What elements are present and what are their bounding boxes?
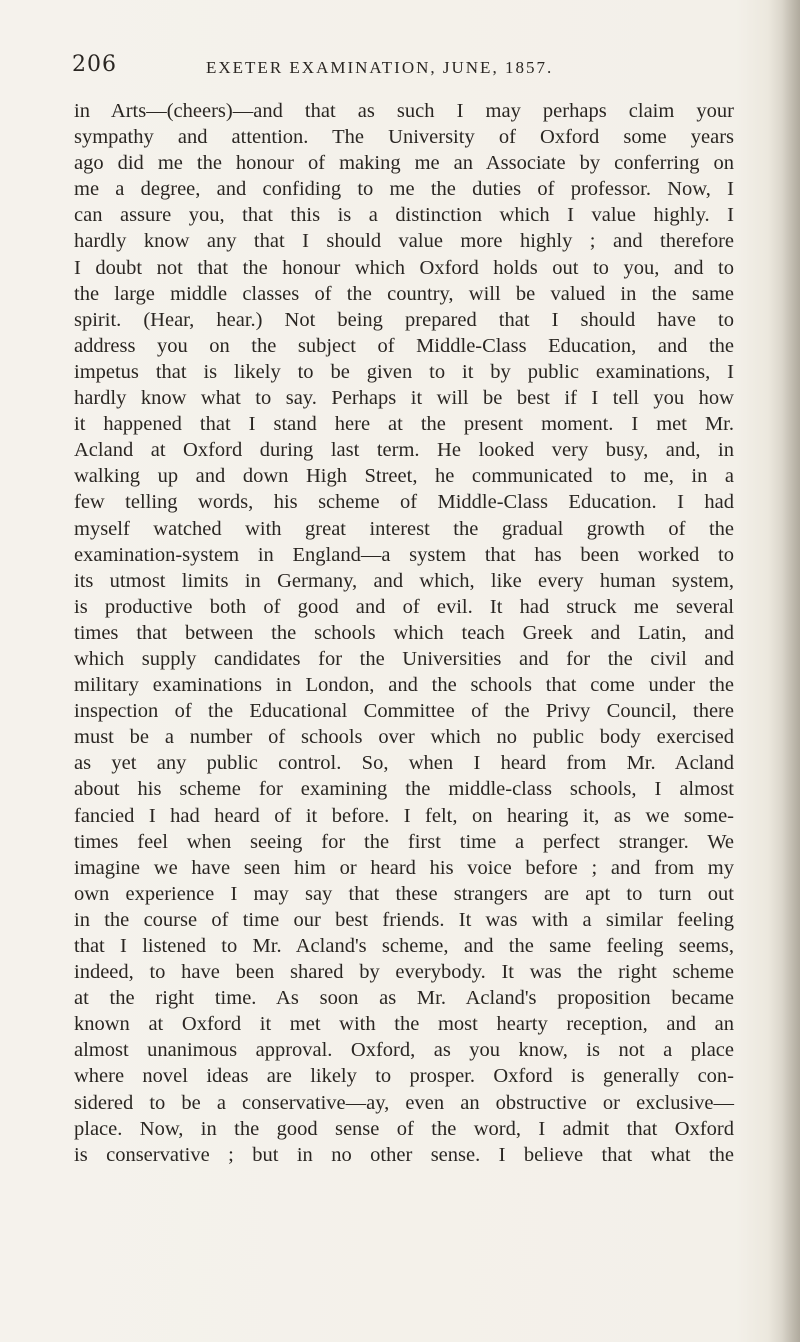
text-line: hardly know what to say. Perhaps it will be best if I tell you how: [74, 387, 734, 410]
text-line: sidered to be a conservative—ay, even an obstructive or exclusive—: [74, 1091, 734, 1114]
text-line: in Arts—(cheers)—and that as such I may perhaps claim your: [74, 100, 734, 122]
text-line: times that between the schools which teach Greek and Latin, and: [74, 621, 734, 644]
text-line: place. Now, in the good sense of the word, I admit that Oxford: [74, 1117, 734, 1140]
text-line: hardly know any that I should value more highly ; and therefore: [74, 230, 734, 253]
text-line: is productive both of good and of evil. It had struck me several: [74, 595, 734, 618]
text-line: known at Oxford it met with the most hearty reception, and an: [74, 1013, 734, 1036]
text-line: military examinations in London, and the schools that come under the: [74, 674, 734, 697]
text-line: that I listened to Mr. Acland's scheme, and the same feeling seems,: [74, 935, 734, 957]
text-line: which supply candidates for the Universities and for the civil and: [74, 647, 734, 670]
text-line: fancied I had heard of it before. I felt, on hearing it, as we some-: [74, 804, 734, 827]
text-line: address you on the subject of Middle-Class Education, and the: [74, 334, 734, 357]
text-line: examination-system in England—a system that has been worked to: [74, 543, 734, 566]
text-line: imagine we have seen him or heard his voice before ; and from my: [74, 856, 734, 879]
running-head: EXETER EXAMINATION, JUNE, 1857.: [206, 58, 554, 77]
text-line: at the right time. As soon as Mr. Acland's proposition became: [74, 987, 734, 1010]
text-line: can assure you, that this is a distinction which I value highly. I: [74, 204, 734, 227]
text-line: me a degree, and confiding to me the duties of professor. Now, I: [74, 178, 734, 201]
text-line: must be a number of schools over which no public body exercised: [74, 726, 734, 749]
text-line: indeed, to have been shared by everybody. It was the right scheme: [74, 961, 734, 984]
text-line: ago did me the honour of making me an Associate by conferring on: [74, 152, 734, 175]
text-line: its utmost limits in Germany, and which, like every human system,: [74, 569, 734, 592]
page-header: [72, 52, 732, 84]
text-line: almost unanimous approval. Oxford, as you know, is not a place: [74, 1039, 734, 1062]
text-line: sympathy and attention. The University of Oxford some years: [74, 126, 734, 149]
text-line: impetus that is likely to be given to it by public examinations, I: [74, 360, 734, 383]
page-number: 206: [72, 52, 117, 77]
body-text: [74, 98, 734, 1168]
text-line: times feel when seeing for the first time a perfect stranger. We: [74, 830, 734, 853]
page-edge-shadow: [782, 0, 800, 1342]
text-line: spirit. (Hear, hear.) Not being prepared that I should have to: [74, 308, 734, 331]
text-line: about his scheme for examining the middle-class schools, I almost: [74, 778, 734, 801]
text-line: as yet any public control. So, when I heard from Mr. Acland: [74, 752, 734, 775]
text-line: the large middle classes of the country, will be valued in the same: [74, 282, 734, 305]
text-line: is conservative ; but in no other sense. I believe that what the: [74, 1143, 734, 1166]
text-line: it happened that I stand here at the present moment. I met Mr.: [74, 413, 734, 436]
text-line: where novel ideas are likely to prosper. Oxford is generally con-: [74, 1065, 734, 1088]
text-line: inspection of the Educational Committee of the Privy Council, there: [74, 700, 734, 723]
text-line: Acland at Oxford during last term. He looked very busy, and, in: [74, 439, 734, 462]
text-line: myself watched with great interest the gradual growth of the: [74, 517, 734, 540]
text-line: own experience I may say that these strangers are apt to turn out: [74, 882, 734, 905]
text-line: I doubt not that the honour which Oxford holds out to you, and to: [74, 256, 734, 279]
text-line: few telling words, his scheme of Middle-Class Education. I had: [74, 491, 734, 514]
text-line: walking up and down High Street, he communicated to me, in a: [74, 465, 734, 488]
text-line: in the course of time our best friends. It was with a similar feeling: [74, 908, 734, 931]
